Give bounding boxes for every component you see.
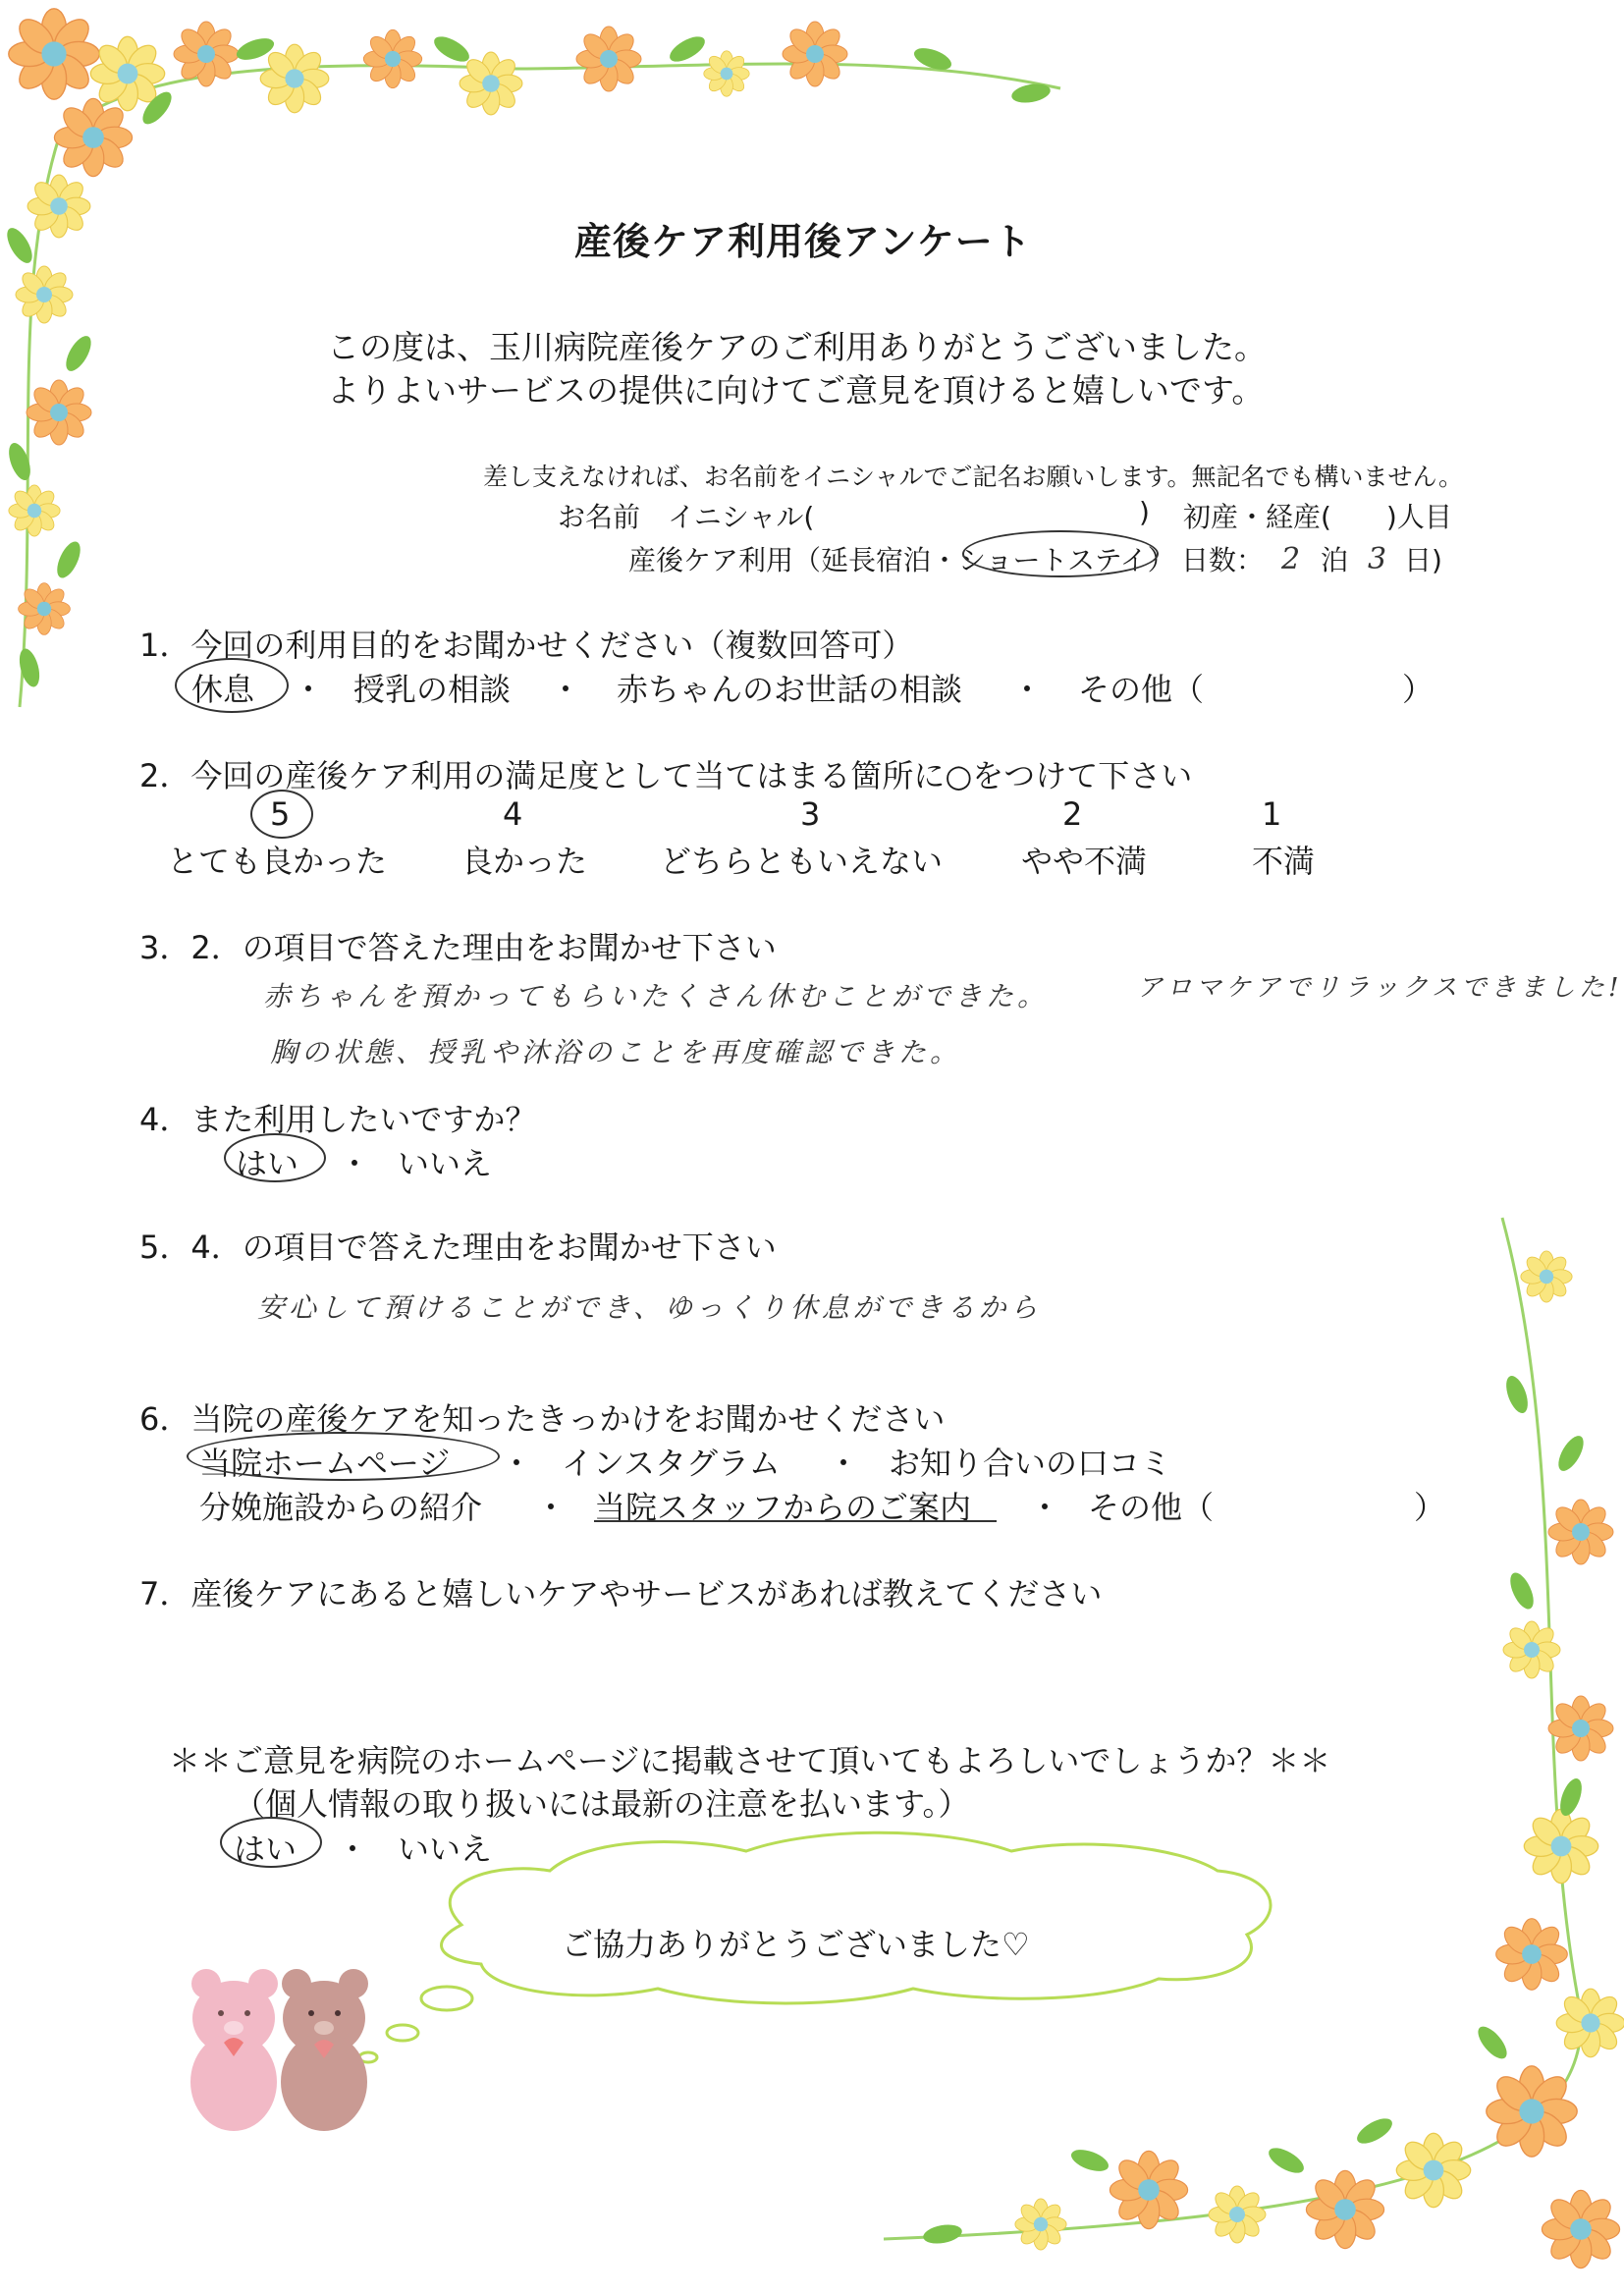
q2-label-2: やや不満 [1021, 843, 1148, 880]
dot: ・ [501, 1445, 533, 1482]
q2-num-1: 1 [1262, 795, 1282, 833]
q3-question: 3．2．の項目で答えた理由をお聞かせ下さい [139, 929, 777, 966]
q6-option-staff: 当院スタッフからのご案内 [594, 1489, 972, 1526]
q1-option-breastfeeding: 授乳の相談 [353, 671, 512, 708]
q3-answer-line-1b: アロマケアでリラックスできました! [1137, 973, 1623, 1003]
intro-line-2: よりよいサービスの提供に向けてご意見を頂けると嬉しいです。 [327, 371, 1265, 410]
dot: ・ [337, 1831, 369, 1868]
q2-num-5: 5 [270, 795, 291, 833]
consent-note: （個人情報の取り扱いには最新の注意を払います。） [234, 1785, 970, 1823]
nights-value: 2 [1281, 542, 1301, 576]
dot: ・ [293, 671, 325, 708]
q6-option-delivery-facility: 分娩施設からの紹介 [199, 1489, 483, 1526]
q2-label-1: 不満 [1252, 843, 1316, 880]
q1-other-close: ） [1402, 671, 1435, 708]
consent-question: ＊＊ご意見を病院のホームページに掲載させて頂いてもよろしいでしょうか？＊＊ [169, 1742, 1331, 1779]
q1-question: 1．今回の利用目的をお聞かせください（複数回答可） [139, 627, 914, 664]
name-close: ) [1139, 496, 1150, 528]
usage-circle [962, 530, 1159, 577]
q4-option-no: いいえ [398, 1145, 493, 1182]
q2-selection-circle [250, 790, 313, 839]
dot: ・ [535, 1489, 568, 1526]
dot: ・ [550, 671, 582, 708]
q5-answer: 安心して預けることができ、ゆっくり休息ができるから [257, 1291, 1042, 1324]
dot: ・ [1029, 1489, 1061, 1526]
dot: ・ [1011, 671, 1044, 708]
q2-num-3: 3 [800, 795, 821, 833]
q3-answer-line-2: 胸の状態、授乳や沐浴のことを再度確認できた。 [270, 1036, 962, 1068]
q1-option-rest: 休息 [191, 671, 255, 708]
q2-num-2: 2 [1062, 795, 1083, 833]
q1-option-babycare: 赤ちゃんのお世話の相談 [617, 671, 963, 708]
q6-question: 6．当院の産後ケアを知ったきっかけをお聞かせください [139, 1400, 946, 1438]
initials-note: 差し支えなければ、お名前をイニシャルでご記名お願いします。無記名でも構いません。 [483, 463, 1464, 491]
q3-answer-line-1a: 赤ちゃんを預かってもらいたくさん休むことができた。 [263, 980, 1050, 1012]
q6-other-close: ） [1414, 1489, 1446, 1526]
page-title: 産後ケア利用後アンケート [574, 220, 1032, 263]
q7-question: 7．産後ケアにあると嬉しいケアやサービスがあれば教えてください [139, 1575, 1103, 1612]
q2-label-5: とても良かった [167, 843, 388, 880]
haku-label: 泊 [1321, 544, 1349, 576]
q6-option-homepage: 当院ホームページ [199, 1445, 451, 1482]
days-label: 日数： [1181, 544, 1265, 576]
q6-option-other: その他（ [1088, 1489, 1215, 1526]
consent-option-no: いいえ [398, 1831, 493, 1868]
q4-option-yes: はい [236, 1145, 299, 1182]
q6-option-word-of-mouth: お知り合いの口コミ [889, 1445, 1172, 1482]
bear-pink-icon [190, 1969, 278, 2131]
q1-option-other: その他（ [1078, 671, 1205, 708]
q5-question: 5．4．の項目で答えた理由をお聞かせ下さい [139, 1229, 777, 1266]
q4-question: 4．また利用したいですか？ [139, 1101, 537, 1138]
consent-selection-circle [220, 1817, 322, 1868]
dot: ・ [828, 1445, 860, 1482]
q2-num-4: 4 [503, 795, 523, 833]
q2-label-3: どちらともいえない [660, 843, 944, 880]
q4-selection-circle [224, 1133, 326, 1182]
dot: ・ [339, 1145, 371, 1182]
q1-selection-circle [175, 658, 289, 713]
usage-type: 産後ケア利用（延長宿泊・ショートステイ） [628, 544, 1175, 576]
consent-option-yes: はい [234, 1831, 298, 1868]
bear-brown-icon [281, 1969, 368, 2131]
q2-question: 2．今回の産後ケア利用の満足度として当てはまる箇所に○をつけて下さい [139, 757, 1193, 794]
q6-staff-underline [594, 1520, 997, 1522]
nichi-label: 日) [1404, 544, 1442, 576]
q2-label-4: 良かった [461, 843, 588, 880]
name-label: お名前 イニシャル( [558, 501, 815, 533]
parity-field: 初産・経産( )人目 [1183, 501, 1452, 533]
q6-selection-circle [187, 1432, 500, 1481]
intro-line-1: この度は、玉川病院産後ケアのご利用ありがとうございました。 [327, 328, 1267, 366]
days-value: 3 [1368, 542, 1387, 576]
thanks-message: ご協力ありがとうございました♡ [562, 1926, 1030, 1963]
q6-option-instagram: インスタグラム [562, 1445, 781, 1482]
